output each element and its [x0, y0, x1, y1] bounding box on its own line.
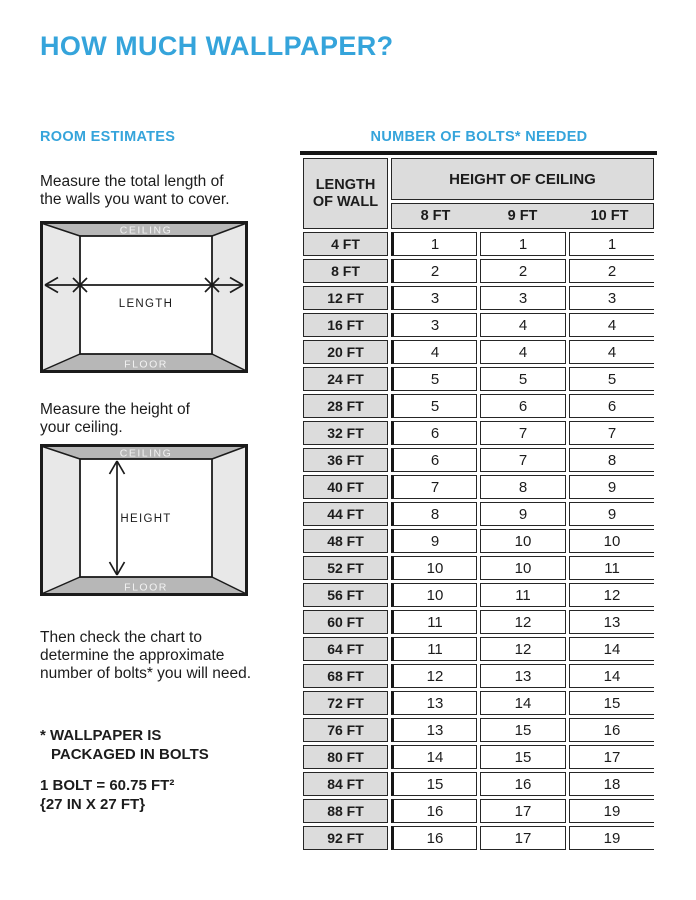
table-row — [303, 394, 654, 418]
bolt-count-cell: 9 — [391, 529, 477, 553]
page-title: HOW MUCH WALLPAPER? — [40, 31, 394, 61]
bolt-count-cell: 1 — [480, 232, 566, 256]
bolt-count-cell: 9 — [569, 475, 654, 499]
wall-length-cell: 80 FT — [303, 745, 388, 769]
wall-length-cell: 56 FT — [303, 583, 388, 607]
table-row — [303, 421, 654, 445]
wall-length-cell: 64 FT — [303, 637, 388, 661]
bolt-count-cell: 6 — [391, 421, 477, 445]
table-row — [303, 610, 654, 634]
wall-length-cell: 68 FT — [303, 664, 388, 688]
bolt-count-cell: 6 — [480, 394, 566, 418]
room-height-diagram — [40, 444, 248, 596]
table-row — [303, 286, 654, 310]
wall-length-cell: 20 FT — [303, 340, 388, 364]
bolt-count-cell: 9 — [569, 502, 654, 526]
bolt-count-cell: 12 — [569, 583, 654, 607]
table-row — [303, 529, 654, 553]
text-line: 1 BOLT = 60.75 FT² — [40, 777, 175, 794]
bolt-count-cell: 13 — [391, 691, 477, 715]
text-line: your ceiling. — [40, 418, 123, 436]
bolt-count-cell: 1 — [569, 232, 654, 256]
bolt-table-body — [303, 232, 654, 850]
text-line: Then check the chart to — [40, 628, 202, 646]
length-label: LENGTH — [118, 298, 174, 310]
room-length-diagram — [40, 221, 248, 373]
bolt-count-cell: 17 — [569, 745, 654, 769]
bolt-count-cell: 15 — [480, 718, 566, 742]
wallpaper-bolts-table — [300, 151, 657, 853]
bolt-count-cell: 10 — [480, 529, 566, 553]
bolt-count-cell: 11 — [391, 637, 477, 661]
bolt-count-cell: 8 — [391, 502, 477, 526]
bolt-count-cell: 15 — [391, 772, 477, 796]
bolt-count-cell: 11 — [569, 556, 654, 580]
bolt-count-cell: 6 — [391, 448, 477, 472]
table-row — [303, 691, 654, 715]
table-row — [303, 745, 654, 769]
instruction-measure-length — [40, 173, 230, 209]
instruction-check-chart — [40, 629, 251, 683]
ceiling-label: CEILING — [119, 224, 173, 237]
table-row — [303, 799, 654, 823]
table-row — [303, 475, 654, 499]
bolt-count-cell: 12 — [391, 664, 477, 688]
floor-label: FLOOR — [124, 581, 168, 594]
floor-label: FLOOR — [124, 358, 168, 371]
text-line: {27 IN X 27 FT} — [40, 796, 146, 813]
bolt-count-cell: 4 — [480, 313, 566, 337]
bolt-count-cell: 2 — [480, 259, 566, 283]
bolt-count-cell: 8 — [569, 448, 654, 472]
bolt-count-cell: 5 — [569, 367, 654, 391]
table-row — [303, 664, 654, 688]
text-line: OF WALL — [312, 193, 379, 210]
table-row — [303, 556, 654, 580]
bolt-count-cell: 18 — [569, 772, 654, 796]
text-line: * WALLPAPER IS — [40, 727, 162, 744]
table-header-row — [303, 158, 654, 200]
bolt-count-cell: 17 — [480, 826, 566, 850]
ceiling-label: CEILING — [119, 447, 173, 460]
ceiling-height-col-header: 10 FT — [590, 208, 629, 224]
instruction-measure-height — [40, 401, 190, 437]
wall-length-cell: 36 FT — [303, 448, 388, 472]
bolt-count-cell: 4 — [569, 340, 654, 364]
table-row — [303, 637, 654, 661]
ceiling-height-col-header: 8 FT — [420, 208, 451, 224]
height-of-ceiling-header: HEIGHT OF CEILING — [391, 158, 654, 200]
bolt-count-cell: 11 — [480, 583, 566, 607]
table-row — [303, 232, 654, 256]
bolt-count-cell: 19 — [569, 799, 654, 823]
bolt-count-cell: 12 — [480, 637, 566, 661]
bolt-count-cell: 7 — [391, 475, 477, 499]
bolt-count-cell: 7 — [569, 421, 654, 445]
wall-length-cell: 28 FT — [303, 394, 388, 418]
table-row — [303, 340, 654, 364]
wall-length-cell: 60 FT — [303, 610, 388, 634]
bolt-count-cell: 6 — [569, 394, 654, 418]
wall-length-cell: 92 FT — [303, 826, 388, 850]
bolt-count-cell: 16 — [391, 799, 477, 823]
bolt-count-cell: 16 — [569, 718, 654, 742]
bolt-count-cell: 15 — [480, 745, 566, 769]
back-wall — [80, 236, 212, 354]
wall-length-cell: 40 FT — [303, 475, 388, 499]
wall-length-cell: 44 FT — [303, 502, 388, 526]
wall-length-cell: 52 FT — [303, 556, 388, 580]
wall-length-cell: 88 FT — [303, 799, 388, 823]
text-line: Measure the total length of — [40, 172, 224, 190]
bolt-count-cell: 16 — [480, 772, 566, 796]
bolt-count-cell: 5 — [391, 394, 477, 418]
bolts-needed-heading: NUMBER OF BOLTS* NEEDED — [370, 129, 588, 145]
bolt-count-cell: 7 — [480, 448, 566, 472]
bolt-count-cell: 8 — [480, 475, 566, 499]
bolt-count-cell: 10 — [391, 583, 477, 607]
table-row — [303, 448, 654, 472]
bolt-count-cell: 4 — [480, 340, 566, 364]
bolt-count-cell: 13 — [569, 610, 654, 634]
left-wall-surface — [43, 447, 81, 594]
table-row — [303, 259, 654, 283]
bolt-count-cell: 5 — [391, 367, 477, 391]
bolt-count-cell: 14 — [569, 637, 654, 661]
wall-length-cell: 76 FT — [303, 718, 388, 742]
bolt-count-cell: 13 — [391, 718, 477, 742]
text-line: LENGTH — [315, 176, 376, 193]
bolt-count-cell: 3 — [391, 313, 477, 337]
room-estimates-heading: ROOM ESTIMATES — [40, 129, 176, 145]
bolt-count-cell: 11 — [391, 610, 477, 634]
text-line: the walls you want to cover. — [40, 190, 230, 208]
table-row — [303, 367, 654, 391]
height-label: HEIGHT — [120, 513, 172, 525]
bolt-count-cell: 1 — [391, 232, 477, 256]
table-row — [303, 826, 654, 850]
bolt-count-cell: 4 — [569, 313, 654, 337]
wall-length-cell: 8 FT — [303, 259, 388, 283]
text-line: number of bolts* you will need. — [40, 664, 252, 682]
wall-length-cell: 16 FT — [303, 313, 388, 337]
wall-length-cell: 48 FT — [303, 529, 388, 553]
bolt-count-cell: 3 — [480, 286, 566, 310]
wall-length-cell: 84 FT — [303, 772, 388, 796]
bolt-count-cell: 10 — [480, 556, 566, 580]
packaged-in-bolts-note — [40, 726, 209, 764]
bolt-size-note — [40, 776, 174, 814]
bolt-count-cell: 14 — [391, 745, 477, 769]
text-line: determine the approximate — [40, 646, 225, 664]
bolt-count-cell: 4 — [391, 340, 477, 364]
text-line: Measure the height of — [40, 400, 190, 418]
wall-length-cell: 24 FT — [303, 367, 388, 391]
bolt-count-cell: 7 — [480, 421, 566, 445]
table-row — [303, 313, 654, 337]
wall-length-cell: 32 FT — [303, 421, 388, 445]
ceiling-heights-row — [391, 203, 654, 229]
bolt-count-cell: 10 — [569, 529, 654, 553]
wall-length-cell: 72 FT — [303, 691, 388, 715]
bolt-count-cell: 19 — [569, 826, 654, 850]
bolt-count-cell: 17 — [480, 799, 566, 823]
bolt-count-cell: 3 — [391, 286, 477, 310]
bolt-count-cell: 3 — [569, 286, 654, 310]
table-row — [303, 718, 654, 742]
bolt-count-cell: 16 — [391, 826, 477, 850]
bolt-count-cell: 9 — [480, 502, 566, 526]
bolt-count-cell: 14 — [569, 664, 654, 688]
wall-length-cell: 4 FT — [303, 232, 388, 256]
table-row — [303, 772, 654, 796]
left-wall-surface — [43, 224, 81, 371]
wall-length-cell: 12 FT — [303, 286, 388, 310]
right-wall-surface — [212, 224, 246, 371]
right-wall-surface — [212, 447, 246, 594]
bolt-count-cell: 2 — [391, 259, 477, 283]
ceiling-height-col-header: 9 FT — [507, 208, 538, 224]
bolt-count-cell: 5 — [480, 367, 566, 391]
bolt-count-cell: 10 — [391, 556, 477, 580]
bolt-count-cell: 15 — [569, 691, 654, 715]
table-row — [303, 583, 654, 607]
text-line: PACKAGED IN BOLTS — [51, 746, 209, 763]
bolt-count-cell: 13 — [480, 664, 566, 688]
bolt-count-cell: 12 — [480, 610, 566, 634]
bolt-count-cell: 2 — [569, 259, 654, 283]
bolt-count-cell: 14 — [480, 691, 566, 715]
length-of-wall-header — [303, 158, 388, 229]
table-row — [303, 502, 654, 526]
